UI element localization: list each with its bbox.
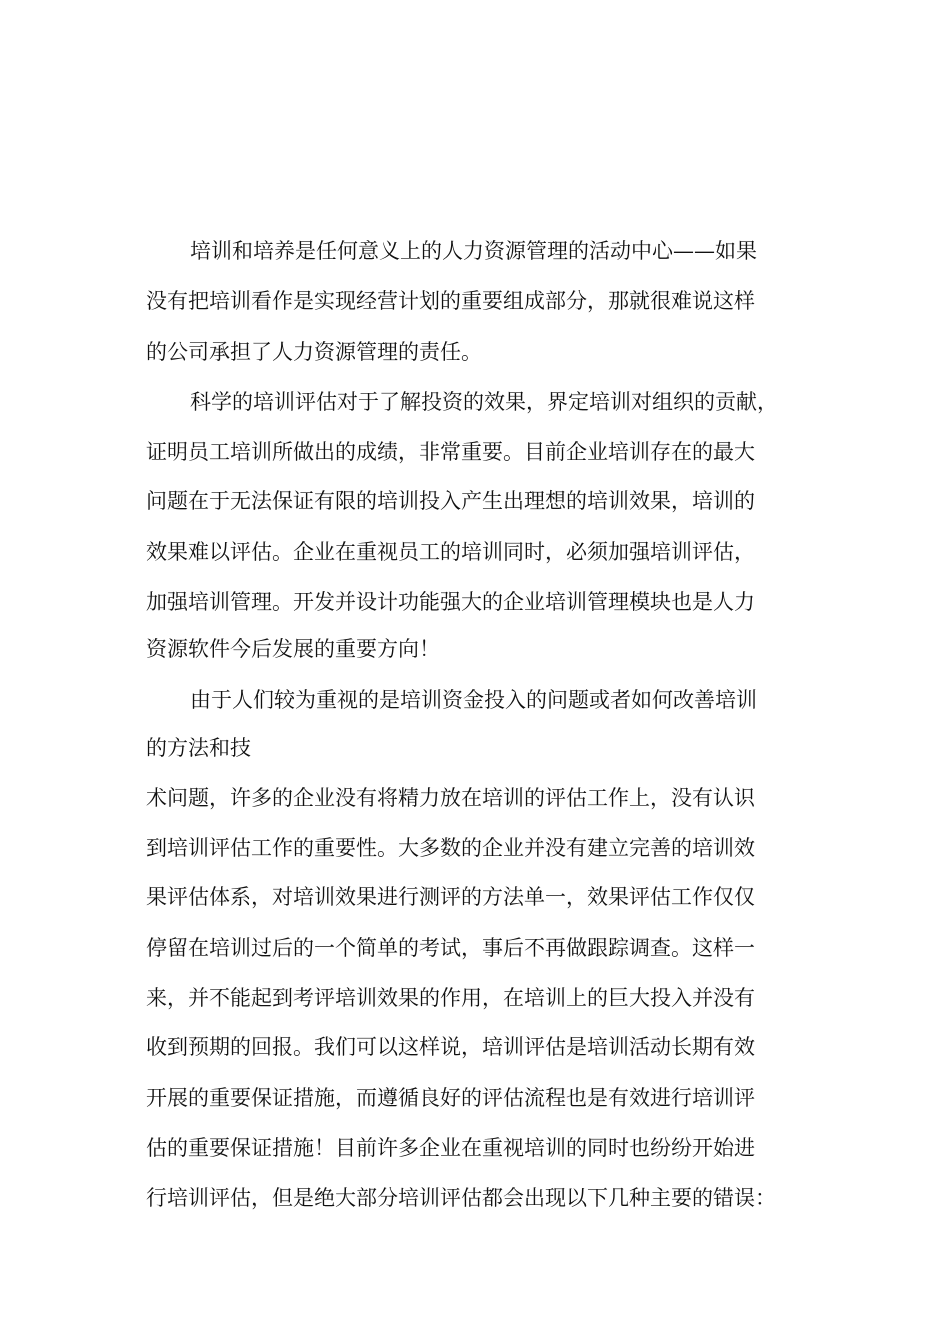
paragraph-2-line-6: 资源软件今后发展的重要方向！ [146,637,440,661]
paragraph-4-line-5: 来，并不能起到考评培训效果的作用，在培训上的巨大投入并没有 [146,986,755,1010]
paragraph-4-line-3: 果评估体系，对培训效果进行测评的方法单一，效果评估工作仅仅 [146,885,755,909]
paragraph-3-line-1: 由于人们较为重视的是培训资金投入的问题或者如何改善培训 [190,688,757,712]
paragraph-4-line-8: 估的重要保证措施！目前许多企业在重视培训的同时也纷纷开始进 [146,1136,755,1160]
paragraph-2-line-5: 加强培训管理。开发并设计功能强大的企业培训管理模块也是人力 [146,590,755,614]
paragraph-3-line-2: 的方法和技 [146,736,251,760]
paragraph-4-line-4: 停留在培训过后的一个简单的考试，事后不再做跟踪调查。这样一 [146,936,755,960]
paragraph-2-line-2: 证明员工培训所做出的成绩，非常重要。目前企业培训存在的最大 [146,440,755,464]
paragraph-4-line-2: 到培训评估工作的重要性。大多数的企业并没有建立完善的培训效 [146,836,755,860]
paragraph-1-line-3: 的公司承担了人力资源管理的责任。 [146,340,482,364]
paragraph-4-line-6: 收到预期的回报。我们可以这样说，培训评估是培训活动长期有效 [146,1035,755,1059]
paragraph-2-line-1: 科学的培训评估对于了解投资的效果，界定培训对组织的贡献， [190,390,778,414]
paragraph-2-line-4: 效果难以评估。企业在重视员工的培训同时，必须加强培训评估， [146,540,755,564]
paragraph-4-line-9: 行培训评估，但是绝大部分培训评估都会出现以下几种主要的错误： [146,1186,776,1210]
paragraph-4-line-7: 开展的重要保证措施，而遵循良好的评估流程也是有效进行培训评 [146,1086,755,1110]
paragraph-1-line-1: 培训和培养是任何意义上的人力资源管理的活动中心——如果 [190,239,757,263]
paragraph-1-line-2: 没有把培训看作是实现经营计划的重要组成部分，那就很难说这样 [146,289,755,313]
paragraph-2-line-3: 问题在于无法保证有限的培训投入产生出理想的培训效果，培训的 [146,489,755,513]
paragraph-4-line-1: 术问题，许多的企业没有将精力放在培训的评估工作上，没有认识 [146,786,755,810]
